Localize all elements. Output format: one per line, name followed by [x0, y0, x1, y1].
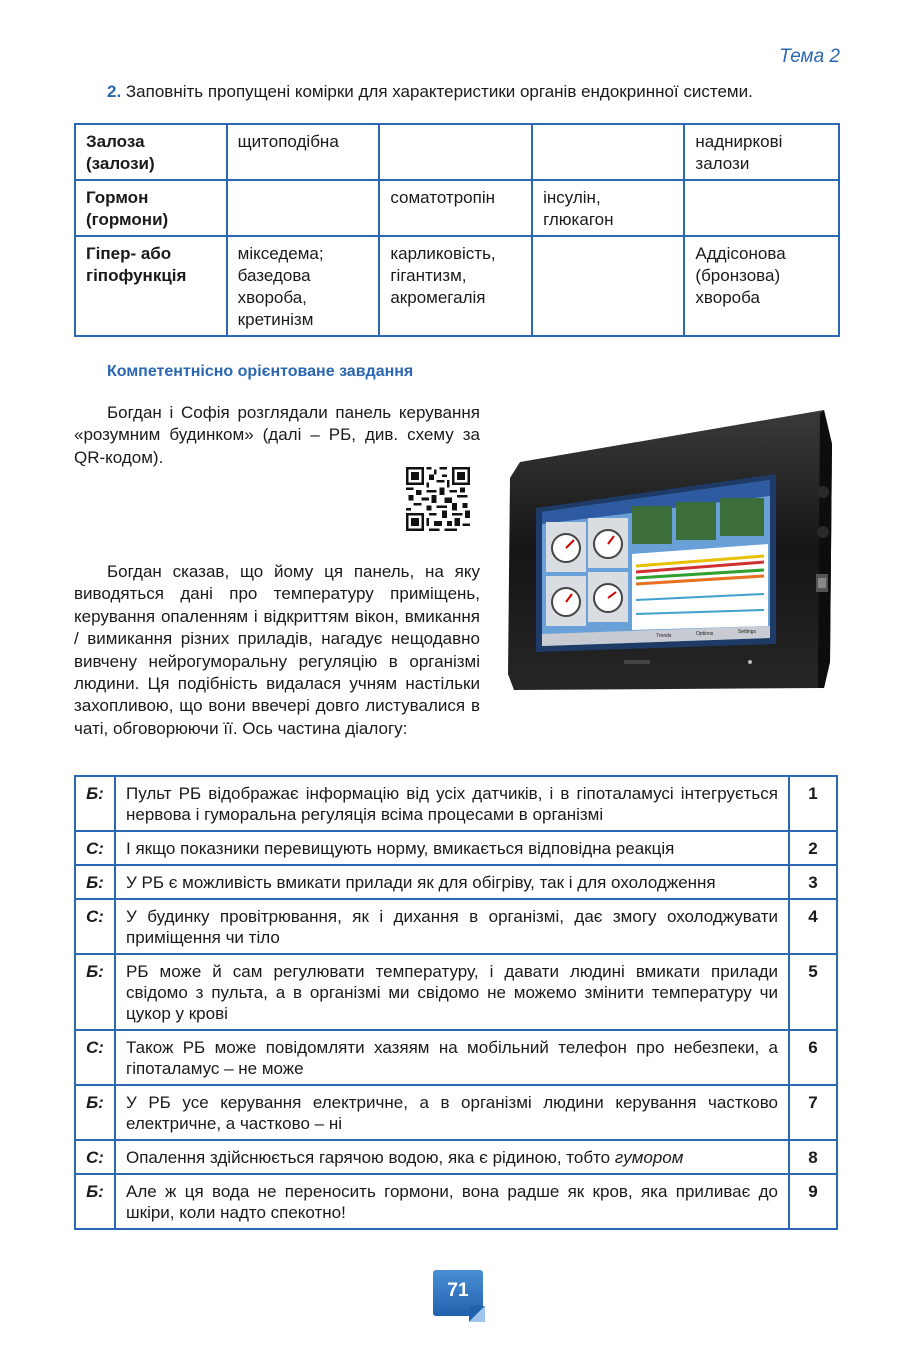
panel-button-options: Options	[696, 631, 714, 637]
speaker-label: Б:	[75, 954, 115, 1030]
table-row	[75, 954, 837, 1030]
row-header-gland: Залоза (залози)	[75, 124, 227, 180]
main-paragraph: Богдан сказав, що йому ця панель, на яку виводяться дані про температуру приміщень, керування опаленням і відкриттям вікон, вмикання / вимикання різних приладів, нагадує нещодавно вивчену нейрогуморальну регуляцію в організмі людини. Ця подібність видалася учням настільки захопливою, що вони ввечері довго листувалися в чаті, обговорюючи її. Ось частина діалогу:	[74, 562, 480, 738]
table-cell: надниркові залози	[684, 124, 839, 180]
panel-button-trends: Trends	[656, 633, 672, 639]
speaker-label: С:	[75, 1140, 115, 1174]
dialog-text: І якщо показники перевищують норму, вмикається відповідна реакція	[115, 831, 789, 865]
table-cell-empty[interactable]	[684, 180, 839, 236]
speaker-label: Б:	[75, 865, 115, 899]
speaker-label: Б:	[75, 1085, 115, 1140]
task-2-instruction	[107, 82, 847, 102]
table-cell-empty[interactable]	[532, 236, 684, 336]
table-row	[75, 899, 837, 954]
dialog-text: У РБ усе керування електричне, а в організмі людини керування частково електричне, а частково – ні	[115, 1085, 789, 1140]
qr-code-icon[interactable]	[406, 467, 470, 531]
statement-number: 2	[789, 831, 837, 865]
table-row	[75, 1085, 837, 1140]
table-cell: інсулін, глюкагон	[532, 180, 684, 236]
statement-number: 1	[789, 776, 837, 831]
page-number: 71	[447, 1280, 469, 1301]
table-row	[75, 831, 837, 865]
table-row	[75, 1174, 837, 1229]
statement-number: 3	[789, 865, 837, 899]
speaker-label: Б:	[75, 776, 115, 831]
row-header-function: Гіпер- або гіпофункція	[75, 236, 227, 336]
statement-number: 9	[789, 1174, 837, 1229]
statement-number: 8	[789, 1140, 837, 1174]
statement-number: 5	[789, 954, 837, 1030]
table-cell: Аддісонова (бронзова) хвороба	[684, 236, 839, 336]
dialog-text: У будинку провітрювання, як і дихання в організмі, дає змогу охолоджувати приміщення чи тіло	[115, 899, 789, 954]
table-row	[75, 180, 839, 236]
table-row	[75, 236, 839, 336]
task-number: 2.	[107, 82, 122, 101]
dialog-text: Пульт РБ відображає інформацію від усіх датчиків, і в гіпоталамусі інтегрується нервова і гуморальна регуляція всіма процесами в організмі	[115, 776, 789, 831]
dialog-text-main: Опалення здійснюється гарячою водою, яка є рідиною, тобто	[126, 1148, 615, 1167]
panel-button-settings: Settings	[738, 629, 757, 635]
statement-number: 6	[789, 1030, 837, 1085]
dialog-text: У РБ є можливість вмикати прилади як для обігріву, так і для охолодження	[115, 865, 789, 899]
table-cell: мікседема; базедова хвороба, кретинізм	[227, 236, 380, 336]
row-header-hormone: Гормон (гормони)	[75, 180, 227, 236]
dialog-table	[74, 775, 838, 1230]
table-cell: соматотропін	[379, 180, 532, 236]
dialog-text: РБ може й сам регулювати температуру, і давати людині вмикати прилади свідомо з пульта, а в організмі ми свідомо не можемо змінити температуру чи цукор у крові	[115, 954, 789, 1030]
table-cell-empty[interactable]	[379, 124, 532, 180]
speaker-label: С:	[75, 1030, 115, 1085]
table-row	[75, 124, 839, 180]
table-cell-empty[interactable]	[227, 180, 380, 236]
speaker-label: С:	[75, 899, 115, 954]
page-number-badge	[433, 1270, 485, 1322]
dialog-text-emphasis: гумором	[614, 1148, 684, 1167]
task-text: Заповніть пропущені комірки для характеристики органів ендокринної системи.	[121, 82, 753, 101]
smart-home-panel-image	[506, 404, 836, 694]
dialog-text: Але ж ця вода не переносить гормони, вона радше як кров, яка приливає до шкіри, коли надто спекотно!	[115, 1174, 789, 1229]
dialog-text: Також РБ може повідомляти хазяям на мобільний телефон про небезпеки, а гіпоталамус – не може	[115, 1030, 789, 1085]
speaker-label: Б:	[75, 1174, 115, 1229]
statement-number: 4	[789, 899, 837, 954]
page-curl-icon	[469, 1306, 485, 1322]
topic-header: Тема 2	[779, 46, 840, 67]
table-cell: карликовість, гігантизм, акромегалія	[379, 236, 532, 336]
table-cell: щитоподібна	[227, 124, 380, 180]
competence-task-title: Компетентнісно орієнтоване завдання	[107, 363, 414, 380]
dialog-text	[115, 1140, 789, 1174]
table-cell-empty[interactable]	[532, 124, 684, 180]
table-row	[75, 1030, 837, 1085]
table-row	[75, 1140, 837, 1174]
table-row	[75, 776, 837, 831]
endocrine-table	[74, 123, 840, 337]
statement-number: 7	[789, 1085, 837, 1140]
table-row	[75, 865, 837, 899]
intro-paragraph: Богдан і Софія розглядали панель керування «розумним будинком» (далі – РБ, див. схему за QR-кодом).	[74, 403, 480, 467]
speaker-label: С:	[75, 831, 115, 865]
